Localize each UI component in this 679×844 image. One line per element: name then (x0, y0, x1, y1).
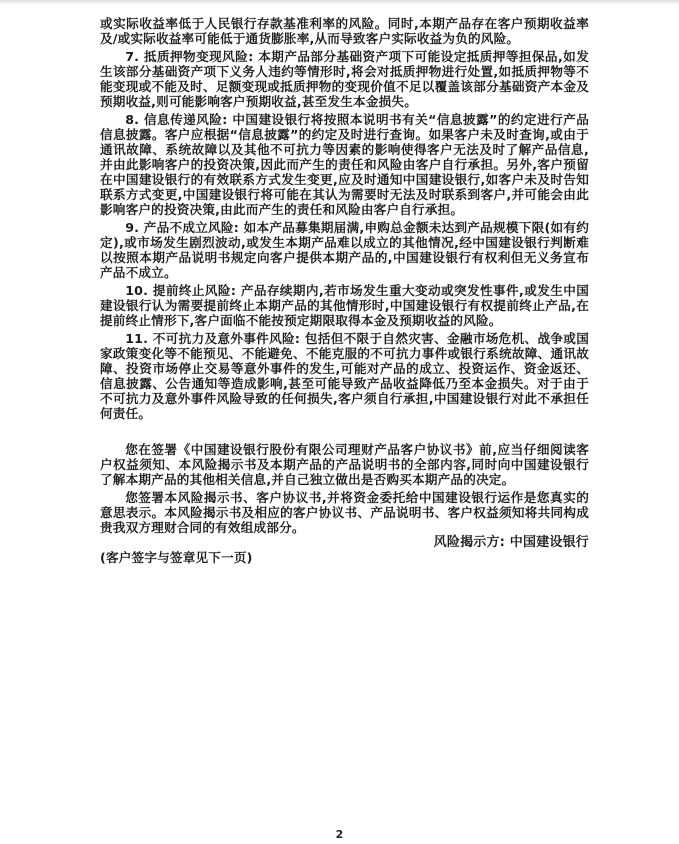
paragraph-agreement-effect: 您签署本风险揭示书、客户协议书,并将资金委托给中国建设银行运作是您真实的意思表示。本风险揭示书及相应的客户协议书、产品说明书、客户权益须知将共同构成贵我双方理财合同的有效组成部分。 (100, 490, 589, 535)
document-body (100, 16, 589, 565)
page-number: 2 (335, 828, 344, 841)
paragraph-product-non-establishment-risk: 9. 产品不成立风险: 如本产品募集期届满,申购总金额未达到产品规模下限(如有约定),或市场发生剧烈波动,或发生本期产品难以成立的其他情况,经中国建设银行判断难以按照本期产品说明书规定向客户提供本期产品的,中国建设银行有权利但无义务宣布产品不成立。 (100, 220, 589, 280)
customer-signature-note: (客户签字与签章见下一页) (100, 550, 253, 565)
paragraph-pre-signing-notice: 您在签署《中国建设银行股份有限公司理财产品客户协议书》前,应当仔细阅读客户权益须知、本风险揭示书及本期产品的产品说明书的全部内容,同时向中国建设银行了解本期产品的其他相关信息,并自己独立做出是否购买本期产品的决定。 (100, 442, 589, 487)
paragraph-force-majeure-risk: 11. 不可抗力及意外事件风险: 包括但不限于自然灾害、金融市场危机、战争或国家政策变化等不能预见、不能避免、不能克服的不可抗力事件或银行系统故障、通讯故障、投资市场停止交易等意外事件的发生,可能对产品的成立、投资运作、资金返还、信息披露、公告通知等造成影响,甚至可能导致产品收益降低乃至本金损失。对于由于不可抗力及意外事件风险导致的任何损失,客户须自行承担,中国建设银行对此不承担任何责任。 (100, 331, 589, 421)
paragraph-information-transmission-risk: 8. 信息传递风险: 中国建设银行将按照本说明书有关“信息披露”的约定进行产品信息披露。客户应根据“信息披露”的约定及时进行查询。如果客户未及时查询,或由于通讯故障、系统故障以及其他不可抗力等因素的影响使得客户无法及时了解产品信息,并由此影响客户的投资决策,因此而产生的责任和风险由客户自行承担。另外,客户预留在中国建设银行的有效联系方式发生变更,应及时通知中国建设银行,如客户未及时告知联系方式变更,中国建设银行将可能在其认为需要时无法及时联系到客户,并可能会由此影响客户的投资决策,由此而产生的责任和风险由客户自行承担。 (100, 112, 589, 217)
risk-discloser-signature: 风险揭示方: 中国建设银行 (433, 535, 589, 550)
paragraph-collateral-realization-risk: 7. 抵质押物变现风险: 本期产品部分基础资产项下可能设定抵质押等担保品,如发生该部分基础资产项下义务人违约等情形时,将会对抵质押物进行处置,如抵质押物等不能变现或不能及时、足额变现或抵质押物的变现价值不足以覆盖该部分基础资产本金及预期收益,则可能影响客户预期收益,甚至发生本金损失。 (100, 49, 589, 109)
page-top-edge (0, 0, 679, 4)
paragraph-early-termination-risk: 10. 提前终止风险: 产品存续期内,若市场发生重大变动或突发性事件,或发生中国建设银行认为需要提前终止本期产品的其他情形时,中国建设银行有权提前终止产品,在提前终止情形下,客户面临不能按预定期限取得本金及预期收益的风险。 (100, 283, 589, 328)
paragraph-interest-rate-risk-continued: 或实际收益率低于人民银行存款基准利率的风险。同时,本期产品存在客户预期收益率及/或实际收益率可能低于通货膨胀率,从而导致客户实际收益为负的风险。 (100, 16, 589, 46)
